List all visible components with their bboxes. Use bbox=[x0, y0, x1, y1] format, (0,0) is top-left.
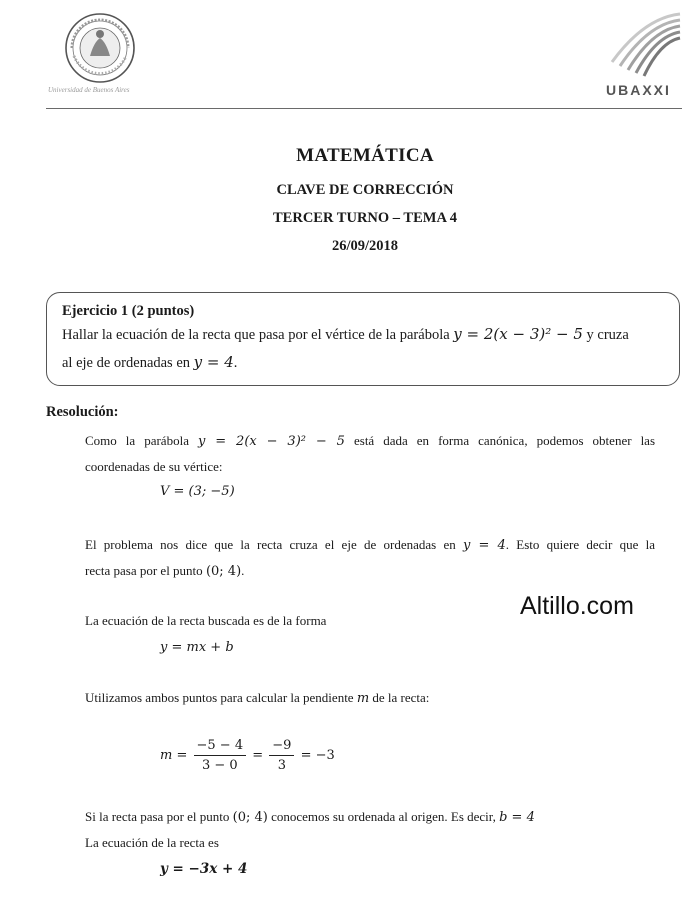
exercise-statement-line-2 bbox=[62, 353, 237, 372]
subtitle-turno: TERCER TURNO – TEMA 4 bbox=[273, 210, 457, 226]
exercise-text-1: Hallar la ecuación de la recta que pasa por el vértice de la parábola bbox=[62, 327, 454, 343]
seal-caption: Universidad de Buenos Aires bbox=[48, 86, 130, 94]
p1-parabola: y = 2(x − 3)² − 5 bbox=[198, 434, 345, 449]
vertex-formula: V = (3; −5) bbox=[160, 484, 235, 499]
fraction-1-denominator: 3 − 0 bbox=[201, 758, 238, 773]
p4-text-b: de la recta: bbox=[372, 690, 430, 705]
p5-text-a: Si la recta pasa por el punto bbox=[85, 809, 230, 824]
p2-math: y = 4 bbox=[462, 538, 506, 553]
fraction-1-numerator: −5 − 4 bbox=[194, 738, 247, 756]
subtitle-clave: CLAVE DE CORRECCIÓN bbox=[276, 182, 454, 198]
slope-computation bbox=[160, 738, 335, 773]
resolution-paragraph-3: La ecuación de la recta buscada es de la forma bbox=[85, 613, 327, 628]
header-divider bbox=[46, 108, 682, 109]
fraction-2-numerator: −9 bbox=[269, 738, 294, 756]
ordinate-value: y = 4 bbox=[193, 353, 234, 371]
resolution-paragraph-4 bbox=[85, 690, 429, 706]
resolution-paragraph-2 bbox=[85, 537, 655, 553]
p5-text-b: conocemos su ordenada al origen. Es decir, bbox=[271, 809, 496, 824]
p1-text-a: Como la parábola bbox=[85, 433, 189, 448]
exercise-title: Ejercicio 1 (2 puntos) bbox=[62, 303, 195, 319]
p2-text-a: El problema nos dice que la recta cruza el eje de ordenadas en bbox=[85, 537, 456, 552]
ubaxxi-logo-text: UBAXXI bbox=[606, 82, 671, 98]
exercise-text-2-tail: . bbox=[233, 355, 238, 371]
altillo-watermark: Altillo.com bbox=[520, 592, 634, 620]
p2-line2-period: . bbox=[241, 563, 245, 578]
resolution-paragraph-6: La ecuación de la recta es bbox=[85, 835, 219, 850]
p1-line-2: coordenadas de su vértice: bbox=[85, 459, 223, 474]
slope-lhs: m = bbox=[160, 748, 188, 763]
ubaxxi-arcs-logo bbox=[604, 10, 682, 78]
university-seal-logo bbox=[64, 12, 136, 84]
p4-slope-symbol: m bbox=[356, 691, 370, 706]
slope-fraction-2 bbox=[269, 738, 294, 773]
exercise-text-1-tail: y cruza bbox=[582, 327, 629, 343]
exam-date: 26/09/2018 bbox=[331, 238, 399, 254]
resolution-paragraph-5 bbox=[85, 809, 535, 825]
intercept-value: b = 4 bbox=[499, 810, 535, 825]
p4-text-a: Utilizamos ambos puntos para calcular la pendiente bbox=[85, 690, 354, 705]
parabola-equation: y = 2(x − 3)² − 5 bbox=[453, 325, 583, 343]
resolution-paragraph-1 bbox=[85, 433, 655, 449]
p2-line-2 bbox=[85, 563, 244, 579]
slope-equals: = bbox=[252, 748, 264, 763]
resolution-heading: Resolución: bbox=[46, 404, 119, 420]
p5-point: (0; 4) bbox=[232, 810, 268, 825]
exercise-statement-line-1 bbox=[62, 325, 629, 344]
final-answer: y = −3x + 4 bbox=[160, 861, 248, 877]
p2-text-b: . Esto quiere decir que la bbox=[505, 537, 656, 552]
slope-fraction-1 bbox=[194, 738, 247, 773]
line-general-form: y = mx + b bbox=[160, 640, 234, 655]
p1-text-b: está dada en forma canónica, podemos obtener las bbox=[353, 433, 656, 448]
slope-result: = −3 bbox=[300, 748, 335, 763]
exercise-text-2: al eje de ordenadas en bbox=[62, 355, 194, 371]
point-0-4: (0; 4) bbox=[205, 564, 242, 579]
fraction-2-denominator: 3 bbox=[277, 758, 286, 773]
page-title: MATEMÁTICA bbox=[296, 145, 434, 166]
p2-line2-text: recta pasa por el punto bbox=[85, 563, 203, 578]
